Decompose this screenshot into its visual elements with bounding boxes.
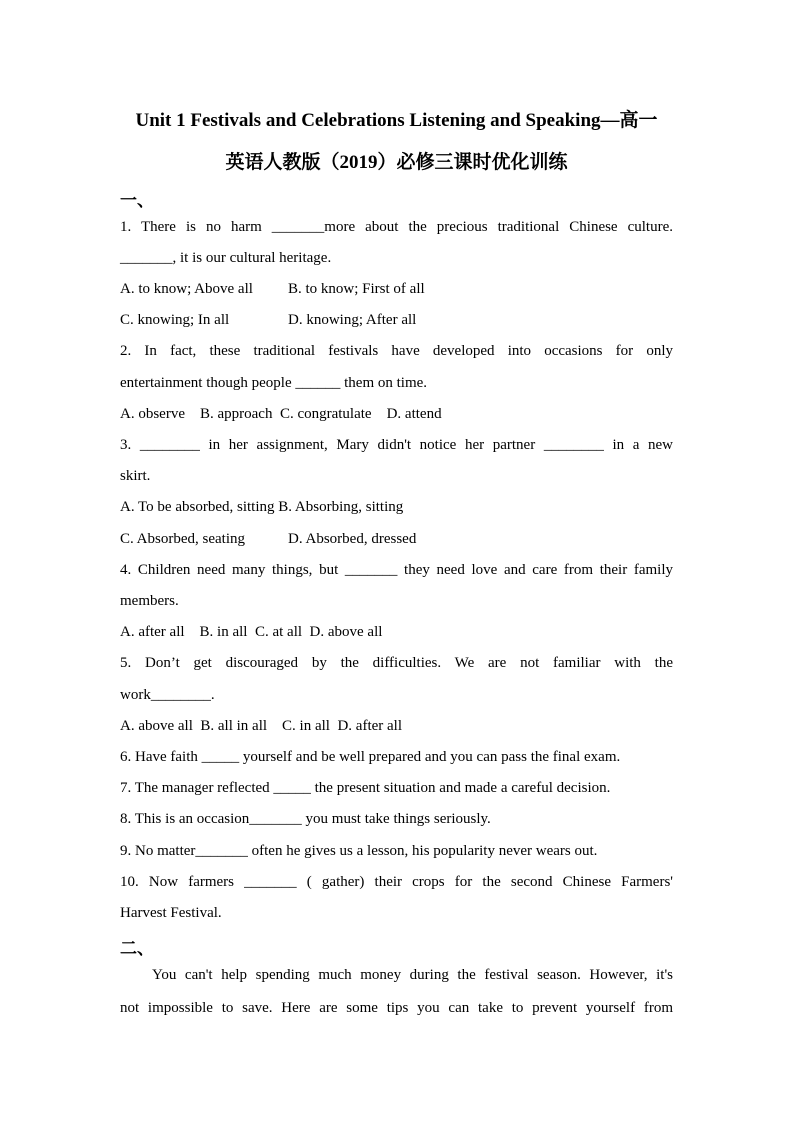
question-10-stem-line-2: Harvest Festival.: [120, 905, 222, 921]
question-5-stem-line-2: work________.: [120, 687, 215, 703]
question-1-stem-line-2: _______, it is our cultural heritage.: [120, 250, 332, 266]
question-1-stem-line-1: 1. There is no harm _______more about the precious traditional Chinese culture.: [120, 219, 673, 235]
question-2-options: A. observe B. approach C. congratulate D. attend: [120, 406, 442, 422]
question-1-option-c: C. knowing; In all: [120, 312, 230, 328]
section-heading-one: 一、: [120, 191, 154, 210]
question-7: 7. The manager reflected _____ the present situation and made a careful decision.: [120, 780, 611, 796]
question-3-stem-line-2: skirt.: [120, 468, 151, 484]
question-8: 8. This is an occasion_______ you must take things seriously.: [120, 811, 491, 827]
question-2-stem-line-1: 2. In fact, these traditional festivals have developed into occasions for only: [120, 343, 673, 359]
question-10-stem-line-1: 10. Now farmers _______ ( gather) their crops for the second Chinese Farmers': [120, 874, 673, 890]
section-heading-two: 二、: [120, 939, 154, 958]
passage-line-1: You can't help spending much money during the festival season. However, it's: [152, 967, 673, 983]
question-4-stem-line-2: members.: [120, 593, 179, 609]
question-2-stem-line-2: entertainment though people ______ them on time.: [120, 375, 428, 391]
page-title-line-1: Unit 1 Festivals and Celebrations Listening and Speaking—高一: [135, 110, 658, 131]
question-6: 6. Have faith _____ yourself and be well prepared and you can pass the final exam.: [120, 749, 621, 765]
question-4-stem-line-1: 4. Children need many things, but _______ they need love and care from their family: [120, 562, 673, 578]
question-4-options: A. after all B. in all C. at all D. above all: [120, 624, 383, 640]
question-3-options-ab: A. To be absorbed, sitting B. Absorbing, sitting: [120, 499, 404, 515]
question-3-option-d: D. Absorbed, dressed: [288, 531, 417, 547]
question-1-option-a: A. to know; Above all: [120, 281, 253, 297]
question-9: 9. No matter_______ often he gives us a lesson, his popularity never wears out.: [120, 843, 598, 859]
question-3-stem-line-1: 3. ________ in her assignment, Mary didn't notice her partner ________ in a new: [120, 437, 673, 453]
question-3-option-c: C. Absorbed, seating: [120, 531, 245, 547]
question-5-options: A. above all B. all in all C. in all D. after all: [120, 718, 403, 734]
passage-line-2: not impossible to save. Here are some tips you can take to prevent yourself from: [120, 1000, 673, 1016]
question-1-option-d: D. knowing; After all: [288, 312, 417, 328]
question-5-stem-line-1: 5. Don’t get discouraged by the difficulties. We are not familiar with the: [120, 655, 673, 671]
page-title-line-2: 英语人教版（2019）必修三课时优化训练: [225, 152, 568, 173]
question-1-option-b: B. to know; First of all: [288, 281, 425, 297]
